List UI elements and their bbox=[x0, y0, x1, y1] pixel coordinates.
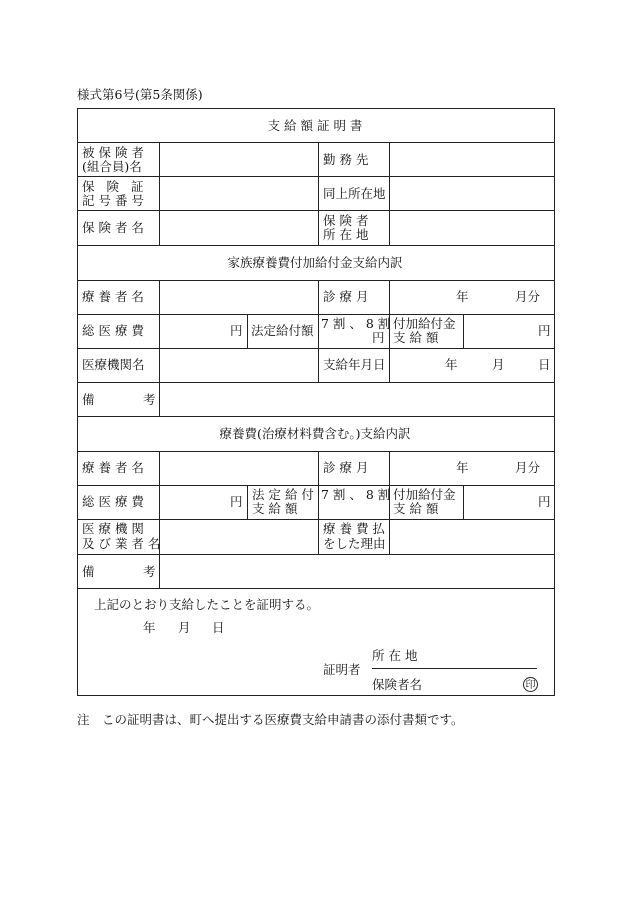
treatment-month-label: 診 療 月 bbox=[323, 289, 369, 304]
remarks-label-2: 考 bbox=[143, 564, 156, 579]
reason-label-2: をした理由 bbox=[323, 536, 386, 551]
date-year-label: 年 bbox=[445, 357, 458, 372]
row-divider bbox=[77, 519, 555, 520]
row-divider bbox=[77, 210, 555, 211]
statutory-label: 法 定 給 付 bbox=[252, 487, 314, 502]
year-label: 年 bbox=[456, 289, 469, 304]
statutory-label: 法定給付額 bbox=[251, 323, 314, 338]
row-divider bbox=[77, 142, 555, 143]
remarks-label: 備 bbox=[82, 564, 95, 579]
additional-label: 付加給付金 bbox=[393, 487, 456, 502]
row-divider bbox=[77, 176, 555, 177]
row-divider bbox=[77, 416, 555, 417]
col-divider bbox=[318, 485, 319, 519]
insurer-address-label-2: 所 在 地 bbox=[323, 227, 369, 242]
date-month-label: 月 bbox=[492, 357, 505, 372]
row-divider bbox=[77, 588, 555, 589]
insured-name-label-2: (組合員)名 bbox=[82, 159, 142, 174]
date-day-label: 日 bbox=[538, 357, 551, 372]
institution-label: 医療機関名 bbox=[82, 357, 145, 372]
vendor-label: 及 び 業 者 名 bbox=[82, 536, 161, 551]
patient-name-label: 療 養 者 名 bbox=[82, 289, 144, 304]
yen-label: 円 bbox=[538, 323, 551, 338]
col-divider bbox=[389, 280, 390, 314]
col-divider bbox=[389, 142, 390, 245]
footnote: 注 この証明書は、町へ提出する医療費支給申請書の添付書類です。 bbox=[77, 712, 464, 727]
remarks-label-2: 考 bbox=[143, 392, 156, 407]
row-divider bbox=[77, 554, 555, 555]
total-cost-label: 総 医 療 費 bbox=[82, 323, 144, 338]
col-divider bbox=[159, 142, 160, 245]
additional-amount-label: 支 給 額 bbox=[393, 330, 439, 345]
certificate-title: 支 給 額 証 明 書 bbox=[267, 118, 363, 133]
row-divider bbox=[77, 348, 555, 349]
col-divider bbox=[318, 314, 319, 348]
additional-label: 付加給付金 bbox=[393, 316, 456, 331]
treatment-section-heading: 療養費(治療材料費含む。)支給内訳 bbox=[219, 426, 411, 441]
yen-label: 円 bbox=[230, 494, 243, 509]
col-divider bbox=[318, 519, 319, 554]
form-number-label: 様式第6号(第5条関係) bbox=[77, 87, 203, 102]
workplace-address-label: 同上所在地 bbox=[323, 186, 386, 201]
ratio-yen-label: 円 bbox=[372, 330, 385, 345]
row-divider bbox=[77, 451, 555, 452]
reason-label: 療 養 費 払 bbox=[323, 521, 385, 536]
cert-day-label: 日 bbox=[212, 620, 225, 635]
row-divider bbox=[77, 314, 555, 315]
col-divider bbox=[463, 485, 464, 519]
year-label: 年 bbox=[456, 460, 469, 475]
yen-label: 円 bbox=[538, 494, 551, 509]
cert-month-label: 月 bbox=[178, 620, 191, 635]
col-divider bbox=[247, 314, 248, 348]
col-divider bbox=[318, 280, 319, 314]
col-divider bbox=[389, 451, 390, 485]
col-divider bbox=[318, 142, 319, 245]
insurer-address-label: 保 険 者 bbox=[323, 213, 369, 228]
row-divider bbox=[77, 245, 555, 246]
col-divider bbox=[389, 348, 390, 382]
institution-label: 医 療 機 関 bbox=[82, 521, 144, 536]
row-divider bbox=[77, 382, 555, 383]
col-divider bbox=[247, 485, 248, 519]
pay-date-label: 支給年月日 bbox=[323, 357, 386, 372]
cert-year-label: 年 bbox=[143, 620, 156, 635]
location-label: 所 在 地 bbox=[372, 648, 418, 663]
seal-stamp: 印 bbox=[523, 677, 538, 692]
insurer-name-sign-label: 保険者名 bbox=[372, 677, 423, 692]
insured-name-label: 被 保 険 者 bbox=[82, 145, 144, 160]
certification-statement: 上記のとおり支給したことを証明する。 bbox=[94, 597, 320, 612]
treatment-month-label: 診 療 月 bbox=[323, 460, 369, 475]
workplace-label: 勤 務 先 bbox=[323, 152, 369, 167]
ratio-label: 7 割 、 8 割 bbox=[321, 487, 391, 502]
month-part-label: 月分 bbox=[515, 289, 541, 304]
total-cost-label: 総 医 療 費 bbox=[82, 494, 144, 509]
signature-line bbox=[372, 668, 537, 669]
cert-number-label: 記 号 番 号 bbox=[82, 193, 144, 208]
additional-amount-label: 支 給 額 bbox=[393, 501, 439, 516]
month-part-label: 月分 bbox=[515, 460, 541, 475]
remarks-label: 備 bbox=[82, 392, 95, 407]
family-section-heading: 家族療養費付加給付金支給内訳 bbox=[227, 255, 403, 270]
row-divider bbox=[77, 485, 555, 486]
col-divider bbox=[389, 519, 390, 554]
col-divider bbox=[318, 451, 319, 485]
patient-name-label: 療 養 者 名 bbox=[82, 460, 144, 475]
certifier-label: 証明者 bbox=[323, 662, 361, 677]
yen-label: 円 bbox=[230, 323, 243, 338]
col-divider bbox=[159, 451, 160, 588]
col-divider bbox=[159, 280, 160, 416]
col-divider bbox=[463, 314, 464, 348]
col-divider bbox=[318, 348, 319, 382]
row-divider bbox=[77, 280, 555, 281]
statutory-amount-label: 支 給 額 bbox=[252, 501, 298, 516]
ratio-label: 7 割 、 8 割 bbox=[321, 316, 391, 331]
cert-label: 保 険 証 bbox=[82, 179, 148, 194]
insurer-name-label: 保 険 者 名 bbox=[82, 220, 144, 235]
